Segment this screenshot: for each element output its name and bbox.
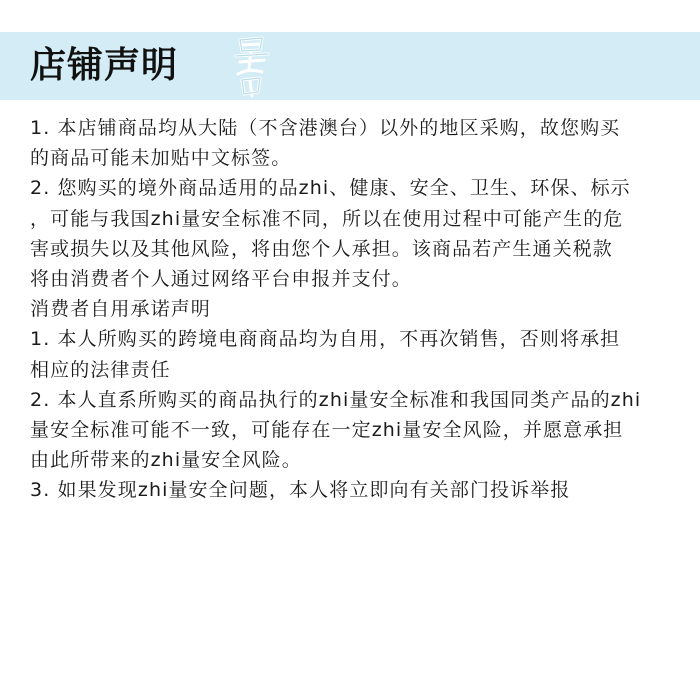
page-title: 店铺声明 (30, 45, 179, 86)
text-line: 由此所带来的zhi量安全风险。 (30, 449, 302, 472)
text-line: 量安全标准可能不一致，可能存在一定zhi量安全风险，并愿意承担 (30, 418, 624, 441)
text-line: 害或损失以及其他风险，将由您个人承担。该商品若产生通关税款 (30, 237, 613, 260)
text-line: 1. 本人所购买的跨境电商商品均为自用，不再次销售，否则将承担 (30, 328, 621, 351)
text-line: ，可能与我国zhi量安全标准不同，所以在使用过程中可能产生的危 (30, 207, 624, 230)
text-line: 2. 您购买的境外商品适用的品zhi、健康、安全、卫生、环保、标示 (30, 177, 631, 200)
text-line: 将由消费者个人通过网络平台申报并支付。 (30, 267, 412, 290)
section-heading: 消费者自用承诺声明 (30, 298, 211, 321)
declaration-text (30, 113, 685, 505)
text-line: 的商品可能未加贴中文标签。 (30, 147, 292, 170)
brush-stamp-icon (232, 34, 274, 100)
text-line: 3. 如果发现zhi量安全问题，本人将立即向有关部门投诉举报 (30, 479, 571, 502)
text-line: 2. 本人直系所购买的商品执行的zhi量安全标准和我国同类产品的zhi (30, 388, 642, 411)
text-line: 相应的法律责任 (30, 358, 171, 381)
text-line: 1. 本店铺商品均从大陆（不含港澳台）以外的地区采购，故您购买 (30, 117, 621, 139)
